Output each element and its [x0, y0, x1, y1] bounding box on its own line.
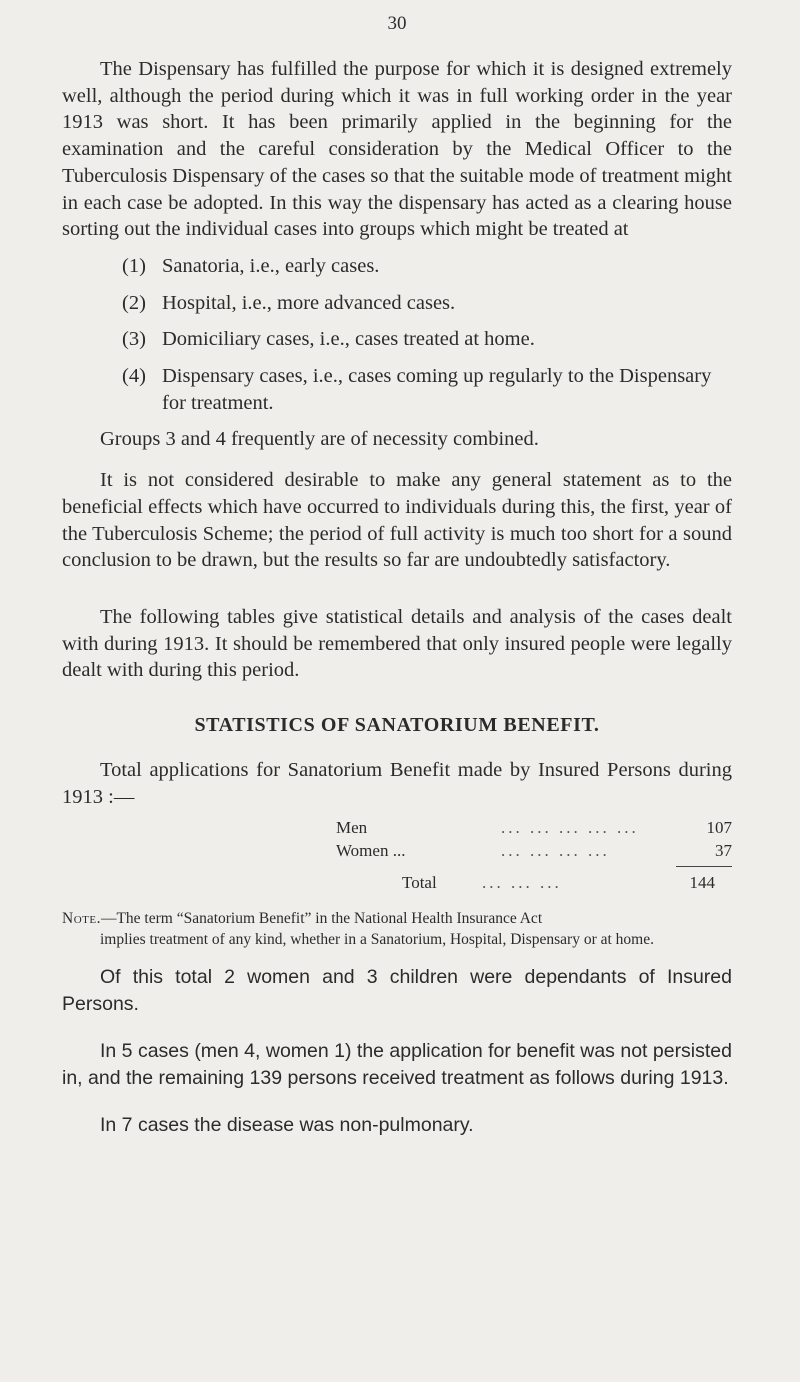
treatment-groups-list: [62, 253, 732, 417]
table-row-label: Men: [336, 818, 368, 838]
note-text: —The term “Sanatorium Benefit” in the National Health Insurance Act: [100, 910, 543, 928]
total-rule: [676, 866, 732, 867]
footnote: [62, 908, 732, 950]
section-heading: STATISTICS OF SANATORIUM BENEFIT.: [194, 714, 600, 737]
tables-paragraph: The following tables give statistical details and analysis of the cases dealt with during 1913. It should be remembered that only insured people were legally dealt with during this period.: [62, 605, 732, 682]
list-item-number: (1): [122, 254, 146, 277]
page-number: 30: [387, 13, 407, 34]
list-item-number: (4): [122, 365, 146, 388]
non-pulmonary-paragraph: In 7 cases the disease was non-pulmonary.: [100, 1114, 474, 1137]
table-row-leader: ... ... ... ... ...: [501, 818, 639, 838]
intro-paragraph: The Dispensary has fulfilled the purpose for which it is designed extremely well, although the period during which it was in full working order in the year 1913 was short. It has been primarily applied in the beginning for the examination and the careful consideration by the Medical Officer to the Tuberculosis Dispensary of the cases so that the suitable mode of treatment might in each case be adopted. In this way the dispensary has acted as a clearing house sorting out the individual cases into groups which might be treated at: [62, 58, 732, 241]
list-item-text: Domiciliary cases, i.e., cases treated at home.: [162, 328, 535, 351]
table-row-leader: ... ... ... ...: [501, 841, 610, 861]
list-item-text: Hospital, i.e., more advanced cases.: [162, 291, 456, 314]
groups-combined-paragraph: Groups 3 and 4 frequently are of necessity combined.: [100, 428, 539, 451]
statement-paragraph: It is not considered desirable to make any general statement as to the beneficial effects which have occurred to individuals during this, the first, year of the Tuberculosis Scheme; the period of full activity is much too short for a sound conclusion to be drawn, but the results so far are undoubtedly satisfactory.: [62, 469, 732, 572]
table-row-label: Women ...: [336, 841, 406, 861]
note-continuation: implies treatment of any kind, whether in a Sanatorium, Hospital, Dispensary or at home.: [100, 931, 654, 949]
list-item-number: (3): [122, 328, 146, 351]
applications-intro: Total applications for Sanatorium Benefit made by Insured Persons during 1913 :—: [62, 759, 732, 808]
list-item-text: Dispensary cases, i.e., cases coming up regularly to the Dispensary for treatment.: [162, 365, 712, 414]
persisted-paragraph: In 5 cases (men 4, women 1) the application for benefit was not persisted in, and the remaining 139 persons received treatment as follows during 1913.: [62, 1040, 732, 1090]
note-label: Note.: [62, 910, 101, 928]
list-item: [62, 290, 732, 317]
table-row: [62, 839, 732, 862]
table-row-leader: ... ... ...: [482, 873, 562, 893]
table-total-row: [62, 871, 732, 894]
table-total-label: Total: [402, 873, 437, 893]
table-total-value: 144: [689, 873, 715, 893]
table-row-value: 107: [706, 818, 732, 838]
table-row: [62, 816, 732, 839]
list-item: [62, 363, 732, 416]
list-item-text: Sanatoria, i.e., early cases.: [162, 254, 380, 277]
dependants-paragraph: Of this total 2 women and 3 children were dependants of Insured Persons.: [62, 966, 732, 1016]
list-item: [62, 326, 732, 353]
applications-table: [62, 816, 732, 894]
list-item-number: (2): [122, 291, 146, 314]
table-row-value: 37: [715, 841, 732, 861]
list-item: [62, 253, 732, 280]
